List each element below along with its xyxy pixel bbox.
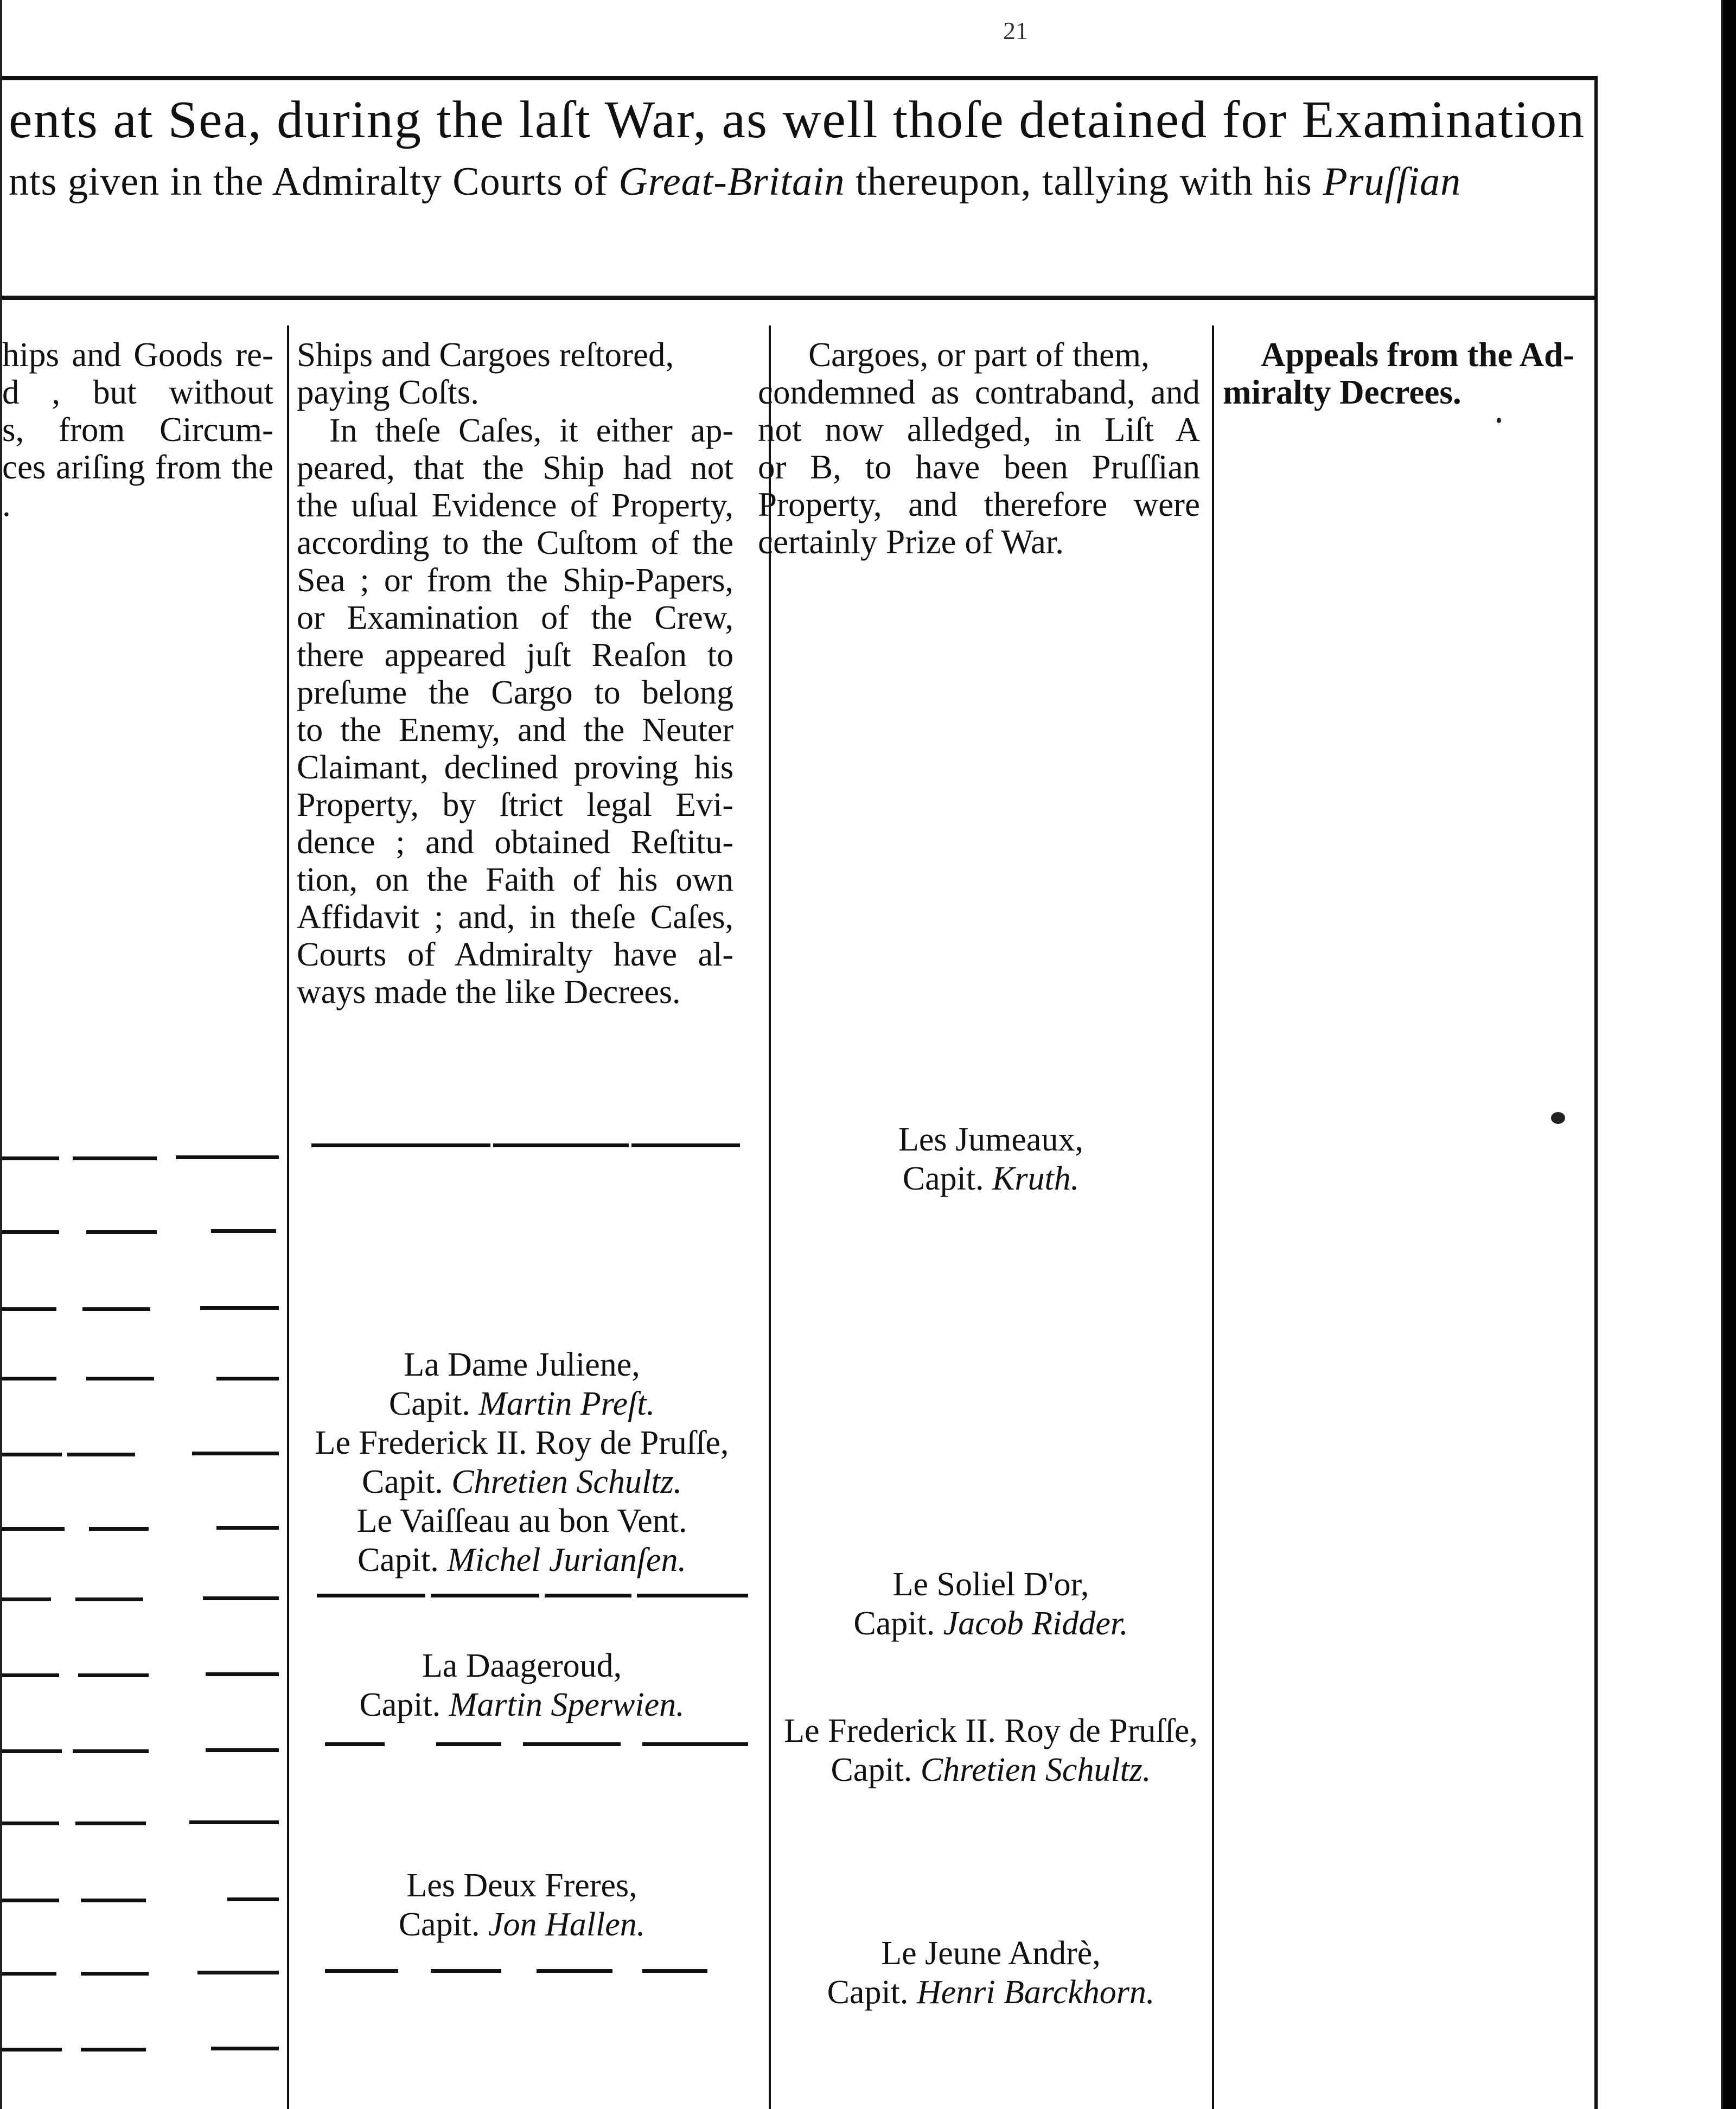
dash-mark — [86, 1377, 154, 1381]
dash-mark — [203, 1596, 279, 1600]
ship-name: Le Frederick II. Roy de Pruſſe, — [315, 1424, 729, 1461]
col2-heading-line: not now alledged, in Liſt A — [758, 411, 1200, 449]
dash-mark — [2, 1377, 56, 1381]
dash-mark — [197, 1971, 279, 1974]
dash-mark — [2, 2048, 62, 2052]
dash-mark — [545, 1594, 631, 1597]
col1-para-line: there appeared juſt Reaſon to — [297, 637, 733, 674]
dash-mark — [189, 1820, 279, 1824]
col1-para-line: In theſe Caſes, it either ap- — [329, 412, 733, 449]
col0-heading-line: s, from Circum- — [2, 411, 273, 449]
col2-heading-line: or B, to have been Pruſſian — [758, 448, 1200, 486]
ship-name: Les Jumeaux, — [898, 1121, 1083, 1158]
col0-heading-line: ces ariſing from the — [2, 448, 273, 486]
col0-heading-line: . — [2, 485, 11, 523]
dash-mark — [216, 1526, 279, 1530]
ship-name: La Daageroud, — [422, 1647, 622, 1684]
ship-name: Les Deux Freres, — [406, 1867, 637, 1904]
dash-mark — [78, 1673, 149, 1677]
dash-mark — [206, 1672, 279, 1676]
dash-mark — [431, 1969, 501, 1973]
header-line-2-italic2: Pruſſian — [1323, 159, 1461, 204]
ship-name: Le Jeune Andrè, — [881, 1935, 1101, 1972]
col1-para-line: Affidavit ; and, in theſe Caſes, — [297, 899, 733, 936]
dash-mark — [317, 1594, 425, 1597]
captain-prefix: Capit. — [361, 1463, 452, 1500]
captain-name: Jon Hallen. — [488, 1906, 646, 1943]
captain-prefix: Capit. — [357, 1542, 448, 1578]
captain-line — [773, 1604, 1209, 1643]
dash-mark — [2, 1307, 56, 1311]
captain-line — [773, 1750, 1209, 1790]
dash-mark — [637, 1594, 748, 1597]
col1-para-line: to the Enemy, and the Neuter — [297, 712, 733, 749]
captain-line — [297, 1905, 747, 1944]
dash-mark — [2, 1972, 56, 1976]
header-line-2 — [9, 159, 1461, 204]
col0-heading-line: hips and Goods re- — [2, 336, 273, 374]
captain-line — [773, 1973, 1209, 2012]
captain-name: Michel Jurianſen. — [447, 1542, 687, 1578]
dash-mark — [73, 1156, 157, 1160]
ship-name: La Dame Juliene, — [404, 1346, 640, 1383]
dash-mark — [642, 1742, 748, 1746]
col0-heading-line: d , but without — [2, 373, 273, 411]
dash-mark — [493, 1143, 629, 1147]
dash-mark — [537, 1969, 612, 1973]
col3-heading-line: miralty Decrees. — [1223, 373, 1461, 411]
header-line-1: ents at Sea, during the laſt War, as well thoſe detained for Examination — [9, 91, 1586, 149]
captain-name: Martin Preſt. — [478, 1385, 655, 1422]
col1-para-line: tion, on the Faith of his own — [297, 861, 733, 898]
col1-para-line: Courts of Admiralty have al- — [297, 936, 733, 973]
page-number: 21 — [1003, 17, 1028, 44]
captain-prefix: Capit. — [902, 1160, 993, 1197]
dash-mark — [75, 1822, 146, 1825]
col1-heading-line: Ships and Cargoes reſtored, — [297, 336, 674, 374]
col1-explanation — [297, 412, 733, 1011]
dash-mark — [206, 1748, 279, 1752]
captain-prefix: Capit. — [831, 1752, 921, 1788]
dash-mark — [227, 1897, 279, 1901]
dash-mark — [431, 1594, 539, 1597]
ship-name: Le Vaiſſeau au bon Vent. — [356, 1503, 687, 1539]
col1-para-line: peared, that the Ship had not — [297, 450, 733, 487]
dash-mark — [631, 1143, 740, 1147]
column-divider-3 — [1212, 325, 1214, 2109]
col1-para-line: dence ; and obtained Reſtitu- — [297, 824, 733, 861]
col0-heading — [2, 336, 273, 523]
column-divider-1 — [287, 325, 289, 2109]
col3-heading-line: Appeals from the Ad- — [1261, 336, 1575, 374]
dash-mark — [2, 1597, 51, 1601]
col2-heading-line: Cargoes, or part of them, — [808, 336, 1150, 374]
col1-para-line: preſume the Cargo to belong — [297, 674, 733, 711]
dash-mark — [67, 1453, 135, 1456]
col1-heading — [297, 336, 736, 411]
captain-name: Henri Barckhorn. — [916, 1974, 1155, 2011]
right-frame-line — [1594, 76, 1598, 2109]
dash-mark — [89, 1527, 149, 1531]
captain-line — [773, 1159, 1209, 1198]
header-rule — [2, 296, 1594, 300]
col2-entry — [773, 1711, 1209, 1790]
dash-mark — [325, 1969, 398, 1973]
col2-heading — [758, 336, 1200, 561]
dash-mark — [82, 1307, 150, 1311]
captain-line — [297, 1541, 747, 1580]
dash-mark — [73, 1749, 149, 1753]
col1-entry — [297, 1345, 747, 1580]
ink-spot — [1497, 418, 1501, 423]
captain-name: Chretien Schultz. — [920, 1752, 1151, 1788]
dash-mark — [2, 1230, 59, 1234]
col3-heading — [1223, 336, 1586, 411]
dash-mark — [216, 1377, 279, 1381]
dash-mark — [2, 1673, 59, 1677]
dash-mark — [523, 1742, 621, 1746]
dash-mark — [642, 1969, 707, 1973]
col2-entry — [773, 1565, 1209, 1643]
dash-mark — [75, 1597, 143, 1601]
captain-name: Chretien Schultz. — [451, 1463, 682, 1500]
col1-para-line: ways made the like Decrees. — [297, 974, 681, 1011]
ship-name: Le Soliel D'or, — [892, 1566, 1089, 1603]
captain-prefix: Capit. — [827, 1974, 917, 2011]
dash-mark — [2, 1749, 62, 1753]
dash-mark — [211, 2047, 279, 2050]
dash-mark — [325, 1742, 385, 1746]
captain-name: Martin Sperwien. — [449, 1686, 685, 1723]
col1-heading-line: paying Coſts. — [297, 373, 480, 411]
top-rule — [2, 76, 1594, 80]
dash-mark — [311, 1143, 490, 1147]
dash-mark — [436, 1742, 501, 1746]
ink-spot — [1551, 1112, 1565, 1124]
col1-para-line: or Examination of the Crew, — [297, 599, 733, 636]
header-line-2-prefix: nts given in the Admiralty Courts of — [9, 159, 619, 204]
dash-mark — [81, 1972, 149, 1976]
col2-entry — [773, 1120, 1209, 1198]
col1-para-line: according to the Cuſtom of the — [297, 525, 733, 561]
col1-entry — [297, 1646, 747, 1724]
col1-para-line: Sea ; or from the Ship-Papers, — [297, 562, 733, 599]
header-line-2-mid: thereupon, tallying with his — [845, 159, 1323, 204]
col1-entry — [297, 1866, 747, 1944]
captain-name: Jacob Ridder. — [943, 1605, 1128, 1642]
col2-entry — [773, 1934, 1209, 2012]
dash-mark — [86, 1230, 157, 1234]
column-divider-2 — [769, 325, 771, 2109]
dash-mark — [192, 1452, 279, 1455]
col2-heading-line: condemned as contraband, and — [758, 373, 1200, 411]
col1-para-line: Claimant, declined proving his — [297, 749, 733, 786]
header-line-2-italic: Great-Britain — [618, 159, 845, 204]
dash-mark — [2, 1527, 65, 1531]
ship-name: Le Frederick II. Roy de Pruſſe, — [784, 1712, 1198, 1749]
dash-mark — [2, 1156, 59, 1160]
captain-prefix: Capit. — [359, 1686, 449, 1723]
dash-mark — [81, 1899, 146, 1902]
captain-name: Kruth. — [992, 1160, 1080, 1197]
captain-prefix: Capit. — [398, 1906, 489, 1943]
captain-prefix: Capit. — [388, 1385, 479, 1422]
dash-mark — [200, 1306, 279, 1310]
dash-mark — [176, 1155, 279, 1159]
captain-prefix: Capit. — [853, 1605, 943, 1642]
col1-para-line: the uſual Evidence of Property, — [297, 487, 733, 524]
dash-mark — [2, 1899, 59, 1902]
dash-mark — [81, 2048, 146, 2052]
col2-heading-line: certainly Prize of War. — [758, 523, 1064, 561]
col2-heading-line: Property, and therefore were — [758, 485, 1200, 523]
captain-line — [297, 1462, 747, 1501]
dash-mark — [211, 1229, 276, 1233]
col1-para-line: Property, by ſtrict legal Evi- — [297, 787, 733, 823]
dash-mark — [2, 1453, 62, 1456]
dash-mark — [2, 1822, 59, 1825]
captain-line — [297, 1685, 747, 1724]
captain-line — [297, 1384, 747, 1423]
